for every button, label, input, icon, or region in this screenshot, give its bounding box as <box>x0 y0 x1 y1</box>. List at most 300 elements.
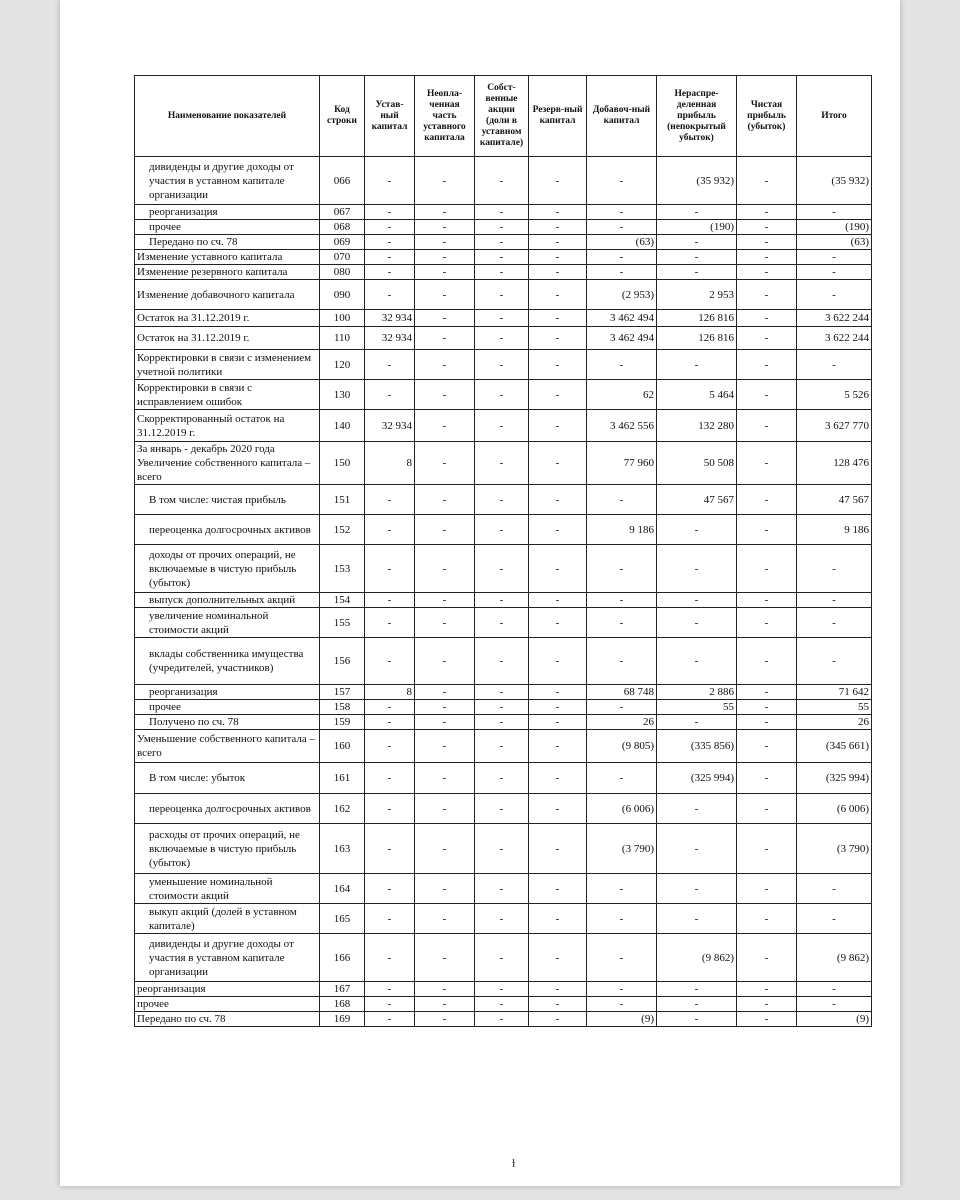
value-cell: - <box>415 350 475 380</box>
value-cell: - <box>415 545 475 593</box>
table-row <box>135 485 872 515</box>
row-label: прочее <box>135 220 320 235</box>
value-cell: 26 <box>797 715 872 730</box>
value-cell: - <box>415 794 475 824</box>
value-cell: - <box>415 638 475 685</box>
value-cell: - <box>475 763 529 794</box>
row-label: Корректировки в связи с исправлением ошибок <box>135 380 320 410</box>
value-cell: - <box>365 265 415 280</box>
column-header: Итого <box>797 76 872 157</box>
row-label: прочее <box>135 700 320 715</box>
value-cell: - <box>529 442 587 485</box>
value-cell: - <box>657 824 737 874</box>
value-cell: - <box>657 874 737 904</box>
value-cell: 77 960 <box>587 442 657 485</box>
table-row <box>135 934 872 982</box>
value-cell: 3 462 494 <box>587 327 657 350</box>
value-cell: - <box>365 280 415 310</box>
value-cell: - <box>587 593 657 608</box>
value-cell: - <box>657 997 737 1012</box>
value-cell: - <box>529 235 587 250</box>
value-cell: (325 994) <box>797 763 872 794</box>
value-cell: - <box>797 593 872 608</box>
row-label: Изменение уставного капитала <box>135 250 320 265</box>
value-cell: - <box>737 934 797 982</box>
value-cell: - <box>475 157 529 205</box>
value-cell: - <box>797 997 872 1012</box>
value-cell: - <box>529 310 587 327</box>
value-cell: 71 642 <box>797 685 872 700</box>
row-code: 110 <box>320 327 365 350</box>
value-cell: - <box>415 250 475 265</box>
value-cell: - <box>475 700 529 715</box>
value-cell: - <box>797 350 872 380</box>
value-cell: - <box>529 638 587 685</box>
value-cell: - <box>737 280 797 310</box>
value-cell: - <box>587 997 657 1012</box>
value-cell: - <box>365 235 415 250</box>
value-cell: - <box>475 350 529 380</box>
value-cell: 26 <box>587 715 657 730</box>
value-cell: - <box>737 700 797 715</box>
row-code: 161 <box>320 763 365 794</box>
row-code: 157 <box>320 685 365 700</box>
value-cell: - <box>365 638 415 685</box>
row-label: доходы от прочих операций, не включаемые в чистую прибыль (убыток) <box>135 545 320 593</box>
row-code: 067 <box>320 205 365 220</box>
row-code: 070 <box>320 250 365 265</box>
value-cell: - <box>365 794 415 824</box>
value-cell: - <box>797 982 872 997</box>
value-cell: - <box>657 350 737 380</box>
value-cell: - <box>475 934 529 982</box>
row-label: дивиденды и другие доходы от участия в уставном капитале организации <box>135 157 320 205</box>
value-cell: 132 280 <box>657 410 737 442</box>
row-code: 080 <box>320 265 365 280</box>
value-cell: - <box>657 205 737 220</box>
value-cell: - <box>587 638 657 685</box>
value-cell: - <box>475 593 529 608</box>
value-cell: - <box>415 982 475 997</box>
row-code: 066 <box>320 157 365 205</box>
row-label: выпуск дополнительных акций <box>135 593 320 608</box>
table-row <box>135 327 872 350</box>
value-cell: 126 816 <box>657 310 737 327</box>
value-cell: - <box>657 794 737 824</box>
page-mark: ƚ <box>512 1156 516 1170</box>
value-cell: 47 567 <box>657 485 737 515</box>
row-label: переоценка долгосрочных активов <box>135 794 320 824</box>
value-cell: (9) <box>587 1012 657 1027</box>
value-cell: - <box>657 515 737 545</box>
value-cell: - <box>797 638 872 685</box>
row-code: 168 <box>320 997 365 1012</box>
table-row <box>135 265 872 280</box>
table-row <box>135 220 872 235</box>
value-cell: - <box>529 515 587 545</box>
value-cell: - <box>415 410 475 442</box>
value-cell: - <box>529 934 587 982</box>
column-header: Добавоч-ный капитал <box>587 76 657 157</box>
value-cell: - <box>475 730 529 763</box>
table-row <box>135 380 872 410</box>
value-cell: - <box>587 485 657 515</box>
row-label: За январь - декабрь 2020 года Увеличение собственного капитала – всего <box>135 442 320 485</box>
table-row <box>135 904 872 934</box>
value-cell: - <box>365 350 415 380</box>
value-cell: - <box>415 380 475 410</box>
value-cell: - <box>737 380 797 410</box>
value-cell: (3 790) <box>587 824 657 874</box>
value-cell: - <box>529 715 587 730</box>
value-cell: - <box>475 794 529 824</box>
value-cell: (3 790) <box>797 824 872 874</box>
value-cell: - <box>529 280 587 310</box>
value-cell: - <box>529 327 587 350</box>
value-cell: - <box>657 608 737 638</box>
value-cell: - <box>475 515 529 545</box>
value-cell: - <box>657 715 737 730</box>
row-code: 158 <box>320 700 365 715</box>
value-cell: 32 934 <box>365 410 415 442</box>
row-code: 153 <box>320 545 365 593</box>
value-cell: (2 953) <box>587 280 657 310</box>
value-cell: - <box>737 157 797 205</box>
table-row <box>135 638 872 685</box>
value-cell: - <box>737 824 797 874</box>
value-cell: (335 856) <box>657 730 737 763</box>
table-row <box>135 794 872 824</box>
value-cell: - <box>475 250 529 265</box>
value-cell: (35 932) <box>657 157 737 205</box>
value-cell: 8 <box>365 442 415 485</box>
value-cell: - <box>737 485 797 515</box>
value-cell: - <box>475 327 529 350</box>
value-cell: - <box>365 874 415 904</box>
value-cell: - <box>737 545 797 593</box>
value-cell: - <box>529 874 587 904</box>
row-code: 156 <box>320 638 365 685</box>
value-cell: - <box>797 280 872 310</box>
value-cell: - <box>737 265 797 280</box>
row-code: 120 <box>320 350 365 380</box>
value-cell: - <box>657 235 737 250</box>
value-cell: - <box>529 794 587 824</box>
value-cell: - <box>737 685 797 700</box>
table-row <box>135 997 872 1012</box>
value-cell: - <box>737 593 797 608</box>
value-cell: 62 <box>587 380 657 410</box>
value-cell: - <box>587 608 657 638</box>
value-cell: 47 567 <box>797 485 872 515</box>
value-cell: - <box>657 982 737 997</box>
table-row <box>135 410 872 442</box>
row-code: 069 <box>320 235 365 250</box>
value-cell: - <box>737 730 797 763</box>
value-cell: - <box>587 205 657 220</box>
row-code: 165 <box>320 904 365 934</box>
value-cell: - <box>529 824 587 874</box>
row-label: прочее <box>135 997 320 1012</box>
row-label: выкуп акций (долей в уставном капитале) <box>135 904 320 934</box>
value-cell: 8 <box>365 685 415 700</box>
value-cell: 3 627 770 <box>797 410 872 442</box>
value-cell: - <box>415 1012 475 1027</box>
value-cell: - <box>475 874 529 904</box>
value-cell: - <box>365 715 415 730</box>
value-cell: (63) <box>587 235 657 250</box>
value-cell: - <box>587 250 657 265</box>
value-cell: 2 953 <box>657 280 737 310</box>
value-cell: - <box>529 608 587 638</box>
value-cell: - <box>415 593 475 608</box>
row-code: 164 <box>320 874 365 904</box>
value-cell: - <box>737 1012 797 1027</box>
value-cell: 50 508 <box>657 442 737 485</box>
value-cell: - <box>415 515 475 545</box>
value-cell: - <box>587 934 657 982</box>
value-cell: - <box>415 442 475 485</box>
value-cell: (190) <box>657 220 737 235</box>
table-row <box>135 157 872 205</box>
value-cell: - <box>737 250 797 265</box>
table-row <box>135 730 872 763</box>
value-cell: - <box>737 310 797 327</box>
value-cell: - <box>475 310 529 327</box>
value-cell: - <box>475 824 529 874</box>
value-cell: - <box>415 700 475 715</box>
value-cell: 3 622 244 <box>797 310 872 327</box>
row-label: Скорректированный остаток на 31.12.2019 г. <box>135 410 320 442</box>
row-label: Изменение резервного капитала <box>135 265 320 280</box>
value-cell: 9 186 <box>587 515 657 545</box>
value-cell: - <box>365 730 415 763</box>
value-cell: - <box>737 982 797 997</box>
value-cell: - <box>657 545 737 593</box>
value-cell: - <box>475 442 529 485</box>
value-cell: - <box>737 904 797 934</box>
row-code: 154 <box>320 593 365 608</box>
table-row <box>135 250 872 265</box>
value-cell: - <box>415 205 475 220</box>
value-cell: 5 526 <box>797 380 872 410</box>
document-page <box>60 0 900 1186</box>
value-cell: - <box>365 824 415 874</box>
value-cell: - <box>415 157 475 205</box>
value-cell: - <box>415 904 475 934</box>
value-cell: - <box>415 265 475 280</box>
value-cell: - <box>365 380 415 410</box>
value-cell: - <box>529 220 587 235</box>
value-cell: (6 006) <box>797 794 872 824</box>
value-cell: - <box>475 545 529 593</box>
value-cell: - <box>365 763 415 794</box>
value-cell: - <box>737 327 797 350</box>
row-code: 130 <box>320 380 365 410</box>
value-cell: - <box>475 982 529 997</box>
row-code: 159 <box>320 715 365 730</box>
value-cell: - <box>475 685 529 700</box>
row-label: расходы от прочих операций, не включаемые в чистую прибыль (убыток) <box>135 824 320 874</box>
value-cell: 32 934 <box>365 327 415 350</box>
column-header: Собст-венные акции (доли в уставном капитале) <box>475 76 529 157</box>
value-cell: - <box>365 608 415 638</box>
value-cell: 5 464 <box>657 380 737 410</box>
value-cell: - <box>657 638 737 685</box>
table-row <box>135 310 872 327</box>
row-label: уменьшение номинальной стоимости акций <box>135 874 320 904</box>
value-cell: - <box>415 327 475 350</box>
value-cell: - <box>475 608 529 638</box>
value-cell: - <box>587 982 657 997</box>
value-cell: - <box>365 205 415 220</box>
value-cell: - <box>797 874 872 904</box>
value-cell: - <box>529 904 587 934</box>
row-label: Получено по сч. 78 <box>135 715 320 730</box>
value-cell: - <box>737 763 797 794</box>
value-cell: (345 661) <box>797 730 872 763</box>
value-cell: - <box>657 265 737 280</box>
row-code: 169 <box>320 1012 365 1027</box>
row-label: Уменьшение собственного капитала – всего <box>135 730 320 763</box>
value-cell: - <box>475 410 529 442</box>
value-cell: - <box>737 794 797 824</box>
value-cell: - <box>529 157 587 205</box>
value-cell: - <box>587 265 657 280</box>
table-row <box>135 700 872 715</box>
row-label: реорганизация <box>135 205 320 220</box>
value-cell: - <box>737 220 797 235</box>
row-label: реорганизация <box>135 685 320 700</box>
value-cell: - <box>475 235 529 250</box>
value-cell: - <box>529 410 587 442</box>
value-cell: 9 186 <box>797 515 872 545</box>
value-cell: 32 934 <box>365 310 415 327</box>
value-cell: - <box>797 545 872 593</box>
value-cell: - <box>365 250 415 265</box>
value-cell: - <box>737 205 797 220</box>
value-cell: - <box>587 904 657 934</box>
value-cell: - <box>365 904 415 934</box>
value-cell: 2 886 <box>657 685 737 700</box>
value-cell: (35 932) <box>797 157 872 205</box>
value-cell: (9 862) <box>797 934 872 982</box>
table-row <box>135 442 872 485</box>
value-cell: - <box>529 982 587 997</box>
value-cell: - <box>475 205 529 220</box>
value-cell: - <box>415 874 475 904</box>
value-cell: - <box>529 380 587 410</box>
column-header: Чистая прибыль (убыток) <box>737 76 797 157</box>
row-code: 155 <box>320 608 365 638</box>
value-cell: 68 748 <box>587 685 657 700</box>
value-cell: (325 994) <box>657 763 737 794</box>
value-cell: - <box>737 235 797 250</box>
value-cell: - <box>529 997 587 1012</box>
table-row <box>135 715 872 730</box>
value-cell: 128 476 <box>797 442 872 485</box>
value-cell: (190) <box>797 220 872 235</box>
value-cell: 3 462 556 <box>587 410 657 442</box>
value-cell: - <box>529 700 587 715</box>
table-row <box>135 515 872 545</box>
value-cell: (9 805) <box>587 730 657 763</box>
value-cell: - <box>475 1012 529 1027</box>
value-cell: - <box>657 593 737 608</box>
value-cell: - <box>529 350 587 380</box>
value-cell: - <box>365 545 415 593</box>
row-code: 150 <box>320 442 365 485</box>
table-row <box>135 1012 872 1027</box>
value-cell: - <box>415 235 475 250</box>
table-row <box>135 235 872 250</box>
value-cell: - <box>797 265 872 280</box>
row-code: 162 <box>320 794 365 824</box>
value-cell: - <box>737 715 797 730</box>
value-cell: - <box>587 700 657 715</box>
value-cell: - <box>529 593 587 608</box>
row-label: Передано по сч. 78 <box>135 235 320 250</box>
value-cell: - <box>365 997 415 1012</box>
row-label: Корректировки в связи с изменением учетной политики <box>135 350 320 380</box>
value-cell: - <box>415 730 475 763</box>
value-cell: - <box>365 1012 415 1027</box>
value-cell: - <box>797 904 872 934</box>
column-header: Резерв-ный капитал <box>529 76 587 157</box>
row-code: 163 <box>320 824 365 874</box>
value-cell: - <box>737 515 797 545</box>
row-label: В том числе: убыток <box>135 763 320 794</box>
value-cell: 55 <box>797 700 872 715</box>
value-cell: - <box>415 934 475 982</box>
value-cell: - <box>737 997 797 1012</box>
row-code: 160 <box>320 730 365 763</box>
value-cell: - <box>415 608 475 638</box>
value-cell: - <box>365 934 415 982</box>
value-cell: 126 816 <box>657 327 737 350</box>
column-header: Наименование показателей <box>135 76 320 157</box>
value-cell: - <box>657 904 737 934</box>
value-cell: - <box>587 763 657 794</box>
table-row <box>135 280 872 310</box>
value-cell: (6 006) <box>587 794 657 824</box>
row-code: 090 <box>320 280 365 310</box>
value-cell: - <box>475 280 529 310</box>
value-cell: - <box>365 515 415 545</box>
value-cell: (63) <box>797 235 872 250</box>
value-cell: - <box>415 220 475 235</box>
value-cell: - <box>415 280 475 310</box>
value-cell: - <box>415 997 475 1012</box>
row-label: В том числе: чистая прибыль <box>135 485 320 515</box>
value-cell: - <box>587 545 657 593</box>
row-label: Изменение добавочного капитала <box>135 280 320 310</box>
table-row <box>135 982 872 997</box>
row-label: увеличение номинальной стоимости акций <box>135 608 320 638</box>
value-cell: - <box>737 350 797 380</box>
value-cell: - <box>365 700 415 715</box>
value-cell: - <box>587 220 657 235</box>
row-label: дивиденды и другие доходы от участия в уставном капитале организации <box>135 934 320 982</box>
column-header: Неопла-ченная часть уставного капитала <box>415 76 475 157</box>
row-label: Передано по сч. 78 <box>135 1012 320 1027</box>
value-cell: - <box>737 410 797 442</box>
value-cell: - <box>365 982 415 997</box>
value-cell: - <box>657 250 737 265</box>
value-cell: - <box>415 685 475 700</box>
value-cell: 3 622 244 <box>797 327 872 350</box>
value-cell: - <box>529 1012 587 1027</box>
